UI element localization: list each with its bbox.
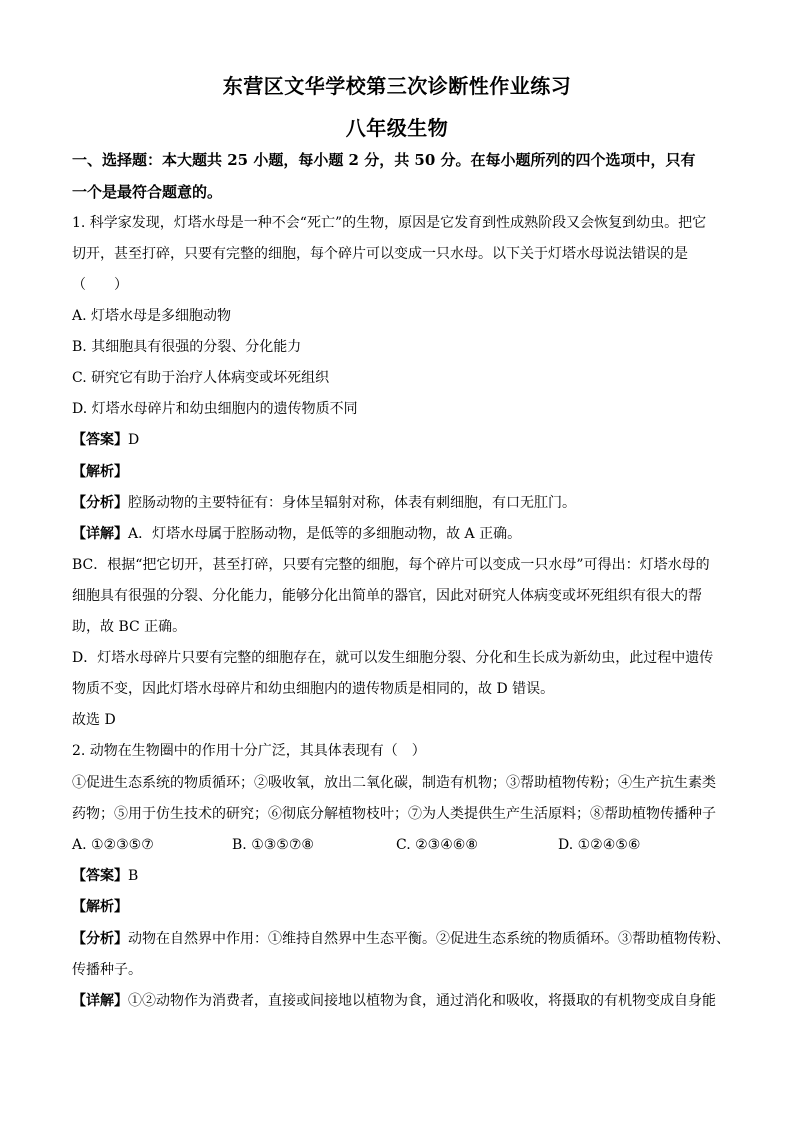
- q1-fenxi: [72, 493, 576, 513]
- q2-answer: [72, 866, 138, 886]
- q1-bc-line-1: BC．根据“把它切开，甚至打碎，只要有完整的细胞，每个碎片可以变成一只水母”可得出：灯塔水母的: [72, 557, 710, 573]
- q1-option-b: B. 其细胞具有很强的分裂、分化能力: [72, 339, 302, 355]
- q1-conclusion: 故选 D: [72, 712, 116, 728]
- section-heading-line-1: 一、选择题：本大题共 25 小题，每小题 2 分，共 50 分。在每小题所列的四个选项中，只有: [72, 151, 696, 169]
- q1-bc-line-2: 细胞具有很强的分裂、分化能力，能够分化出简单的器官，因此对研究人体病变或坏死组织有很大的帮: [72, 588, 702, 604]
- xiangjie-text: ①②动物作为消费者，直接或间接地以植物为食，通过消化和吸收，将摄取的有机物变成自身能: [128, 993, 716, 1009]
- q2-stem-line-2: ①促进生态系统的物质循环；②吸收氧，放出二氧化碳，制造有机物；③帮助植物传粉；④生产抗生素类: [72, 775, 716, 791]
- answer-value: B: [128, 868, 139, 884]
- answer-value: D: [128, 432, 140, 448]
- q2-option-a: A. ①②③⑤⑦: [72, 837, 154, 853]
- q1-stem-line-1: 1. 科学家发现，灯塔水母是一种不会“死亡”的生物，原因是它发育到性成熟阶段又会恢复到幼虫。把它: [72, 215, 707, 231]
- q1-analysis-heading: [72, 462, 128, 482]
- q1-d-line-2: 物质不变，因此灯塔水母碎片和幼虫细胞内的遗传物质是相同的，故 D 错误。: [72, 681, 555, 697]
- fenxi-text: 腔肠动物的主要特征有：身体呈辐射对称，体表有刺细胞，有口无肛门。: [128, 495, 576, 511]
- q2-fenxi-line-1: [72, 929, 730, 949]
- q1-option-c: C. 研究它有助于治疗人体病变或坏死组织: [72, 370, 330, 386]
- q2-stem-line-3: 药物；⑤用于仿生技术的研究；⑥彻底分解植物枝叶；⑦为人类提供生产生活原料；⑧帮助植物传播种子: [72, 806, 716, 822]
- section-heading-line-2: 一个是最符合题意的。: [72, 183, 223, 201]
- q1-d-line-1: D．灯塔水母碎片只要有完整的细胞存在，就可以发生细胞分裂、分化和生长成为新幼虫，此过程中遗传: [72, 650, 714, 666]
- q2-option-d: D. ①②④⑤⑥: [558, 837, 641, 853]
- q2-option-b: B. ①③⑤⑦⑧: [232, 837, 314, 853]
- xiangjie-tag: 【详解】: [72, 526, 128, 542]
- q1-bc-line-3: 助，故 BC 正确。: [72, 619, 187, 635]
- analysis-tag: 【解析】: [72, 464, 128, 480]
- page-title: 东营区文华学校第三次诊断性作业练习: [222, 74, 572, 98]
- fenxi-text: 动物在自然界中作用：①维持自然界中生态平衡。②促进生态系统的物质循环。③帮助植物传粉、: [128, 931, 730, 947]
- q2-analysis-heading: [72, 897, 128, 917]
- q2-option-c: C. ②③④⑥⑧: [396, 837, 478, 853]
- xiangjie-text: A．灯塔水母属于腔肠动物，是低等的多细胞动物，故 A 正确。: [128, 526, 522, 542]
- answer-tag: 【答案】: [72, 868, 128, 884]
- xiangjie-tag: 【详解】: [72, 993, 128, 1009]
- fenxi-tag: 【分析】: [72, 495, 128, 511]
- q2-stem-line-1: 2. 动物在生物圈中的作用十分广泛，其具体表现有（ ）: [72, 743, 426, 759]
- q1-stem-line-3: （ ）: [72, 277, 128, 293]
- q1-stem-line-2: 切开，甚至打碎，只要有完整的细胞，每个碎片可以变成一只水母。以下关于灯塔水母说法错误的是: [72, 246, 688, 262]
- q1-answer: [72, 430, 139, 450]
- q2-fenxi-line-2: 传播种子。: [72, 962, 142, 978]
- q1-option-d: D. 灯塔水母碎片和幼虫细胞内的遗传物质不同: [72, 401, 358, 417]
- q2-xiangjie: [72, 991, 716, 1011]
- fenxi-tag: 【分析】: [72, 931, 128, 947]
- q1-xiangjie: [72, 524, 521, 544]
- q1-option-a: A. 灯塔水母是多细胞动物: [72, 308, 232, 324]
- analysis-tag: 【解析】: [72, 899, 128, 915]
- page-subtitle: 八年级生物: [345, 116, 449, 140]
- answer-tag: 【答案】: [72, 432, 128, 448]
